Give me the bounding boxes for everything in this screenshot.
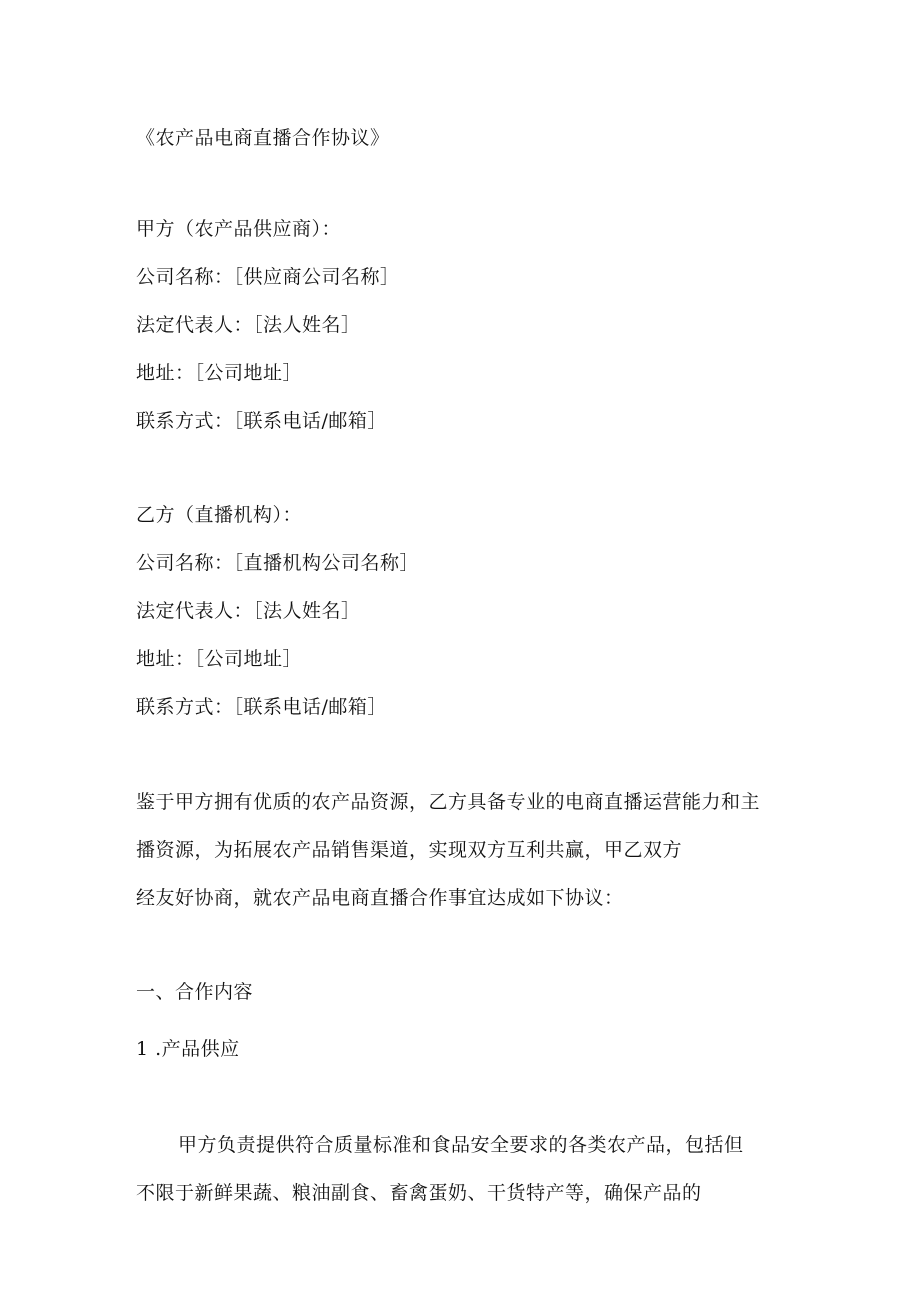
subsection-heading: 1 .产品供应 bbox=[136, 1038, 240, 1060]
party-a-company: 公司名称：［供应商公司名称］ bbox=[136, 266, 400, 288]
preamble-line: 播资源，为拓展农产品销售渠道，实现双方互利共赢，甲乙双方 bbox=[136, 839, 683, 861]
paragraph-line: 不限于新鲜果蔬、粮油副食、畜禽蛋奶、干货特产等，确保产品的 bbox=[136, 1182, 702, 1204]
party-a-contact: 联系方式：［联系电话/邮箱］ bbox=[136, 410, 387, 432]
party-b-address: 地址：［公司地址］ bbox=[136, 648, 303, 670]
preamble-line: 经友好协商，就农产品电商直播合作事宜达成如下协议： bbox=[136, 887, 624, 909]
party-a-heading: 甲方（农产品供应商）： bbox=[136, 218, 342, 240]
document-title: 《农产品电商直播合作协议》 bbox=[136, 127, 390, 149]
party-b-company: 公司名称：［直播机构公司名称］ bbox=[136, 552, 420, 574]
party-a-representative: 法定代表人：［法人姓名］ bbox=[136, 314, 361, 336]
paragraph-line: 甲方负责提供符合质量标准和食品安全要求的各类农产品，包括但 bbox=[178, 1134, 744, 1156]
party-a-address: 地址：［公司地址］ bbox=[136, 362, 303, 384]
preamble-line: 鉴于甲方拥有优质的农产品资源，乙方具备专业的电商直播运营能力和主 bbox=[136, 791, 761, 813]
party-b-heading: 乙方（直播机构）： bbox=[136, 504, 303, 526]
party-b-representative: 法定代表人：［法人姓名］ bbox=[136, 600, 361, 622]
party-b-contact: 联系方式：［联系电话/邮箱］ bbox=[136, 696, 387, 718]
section-heading: 一、合作内容 bbox=[136, 981, 254, 1003]
